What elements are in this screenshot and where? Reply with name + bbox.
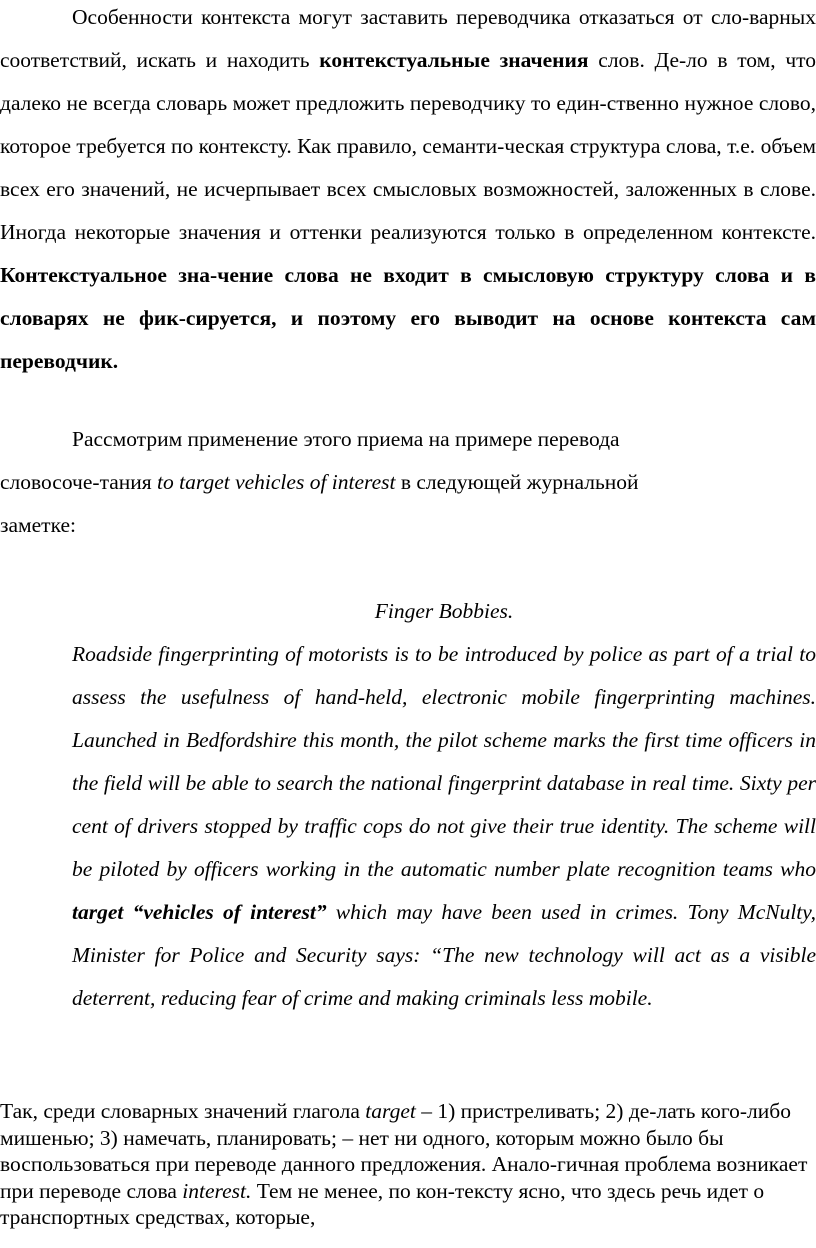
paragraph2-line3: заметке: [0, 513, 77, 537]
paragraph-example-intro [0, 418, 816, 547]
paragraph3-part-c: Тем не менее, по кон-тексту ясно, что здесь речь идет о транспортных средствах, которые, [0, 1178, 765, 1229]
paragraph1-bold-statement: Контекстуальное зна-чение слова не входит в смысловую структуру слова и в словарях не фик-сируется, и поэтому его выводит на основе контекста сам переводчик. [0, 263, 816, 373]
article-body-before: Roadside fingerprinting of motorists is to be introduced by police as part of a trial to assess the usefulness of hand-held, electronic mobile fingerprinting machines. Launched in Bedfordshire this month, the pilot scheme marks the first time officers in the field will be able to search the national fingerprint database in real time. Sixty per cent of drivers stopped by traffic cops do not give their true identity. The scheme will be piloted by officers working in the automatic number plate recognition teams who [72, 642, 816, 881]
paragraph3-part-a: Так, среди словарных значений глагола [0, 1099, 366, 1123]
word-target: target [365, 1099, 416, 1123]
example-phrase: to target vehicles of interest [157, 470, 396, 494]
paragraph2-line2-after: в следующей журнальной [395, 470, 639, 494]
paragraph1-intro: Особенности контекста могут заставить переводчика отказаться от сло-варных соответствий, искать и находить [0, 5, 816, 72]
article-title: Finger Bobbies. [374, 599, 514, 623]
paragraph1-continuation: слов. Де-ло в том, что далеко не всегда словарь может предложить переводчику то един-ственно нужное слово, которое требуется по контексту. Как правило, семанти-ческая структура слова, т.е. объем всех его значений, не исчерпывает всех смысловых возможностей, заложенных в слове. Иногда некоторые значения и оттенки реализуются только в определенном контексте. [0, 48, 816, 244]
paragraph2-line2-before: словосоче-тания [0, 470, 158, 494]
paragraph3-part-b: – 1) пристреливать; 2) де-лать кого-либо мишенью; 3) намечать, планировать; – нет ни одного, которым можно было бы воспользоваться при переводе данного предложения. Анало-гичная проблема возникает при переводе слова [0, 1099, 808, 1203]
article-body-after: which may have been used in crimes. Tony McNulty, Minister for Police and Security says: “The new technology will act as a visible deterrent, reducing fear of crime and making criminals less mobile. [72, 900, 816, 1010]
paragraph-contextual-meanings [0, 0, 816, 383]
term-contextual-meanings: контекстуальные значения [319, 48, 589, 72]
article-highlight-phrase: target “vehicles of interest” [72, 900, 327, 924]
paragraph2-line1: Рассмотрим применение этого приема на примере перевода [72, 427, 620, 451]
word-interest: interest. [182, 1178, 252, 1203]
article-body [72, 633, 816, 1020]
paragraph-dictionary-meanings [0, 1098, 816, 1231]
